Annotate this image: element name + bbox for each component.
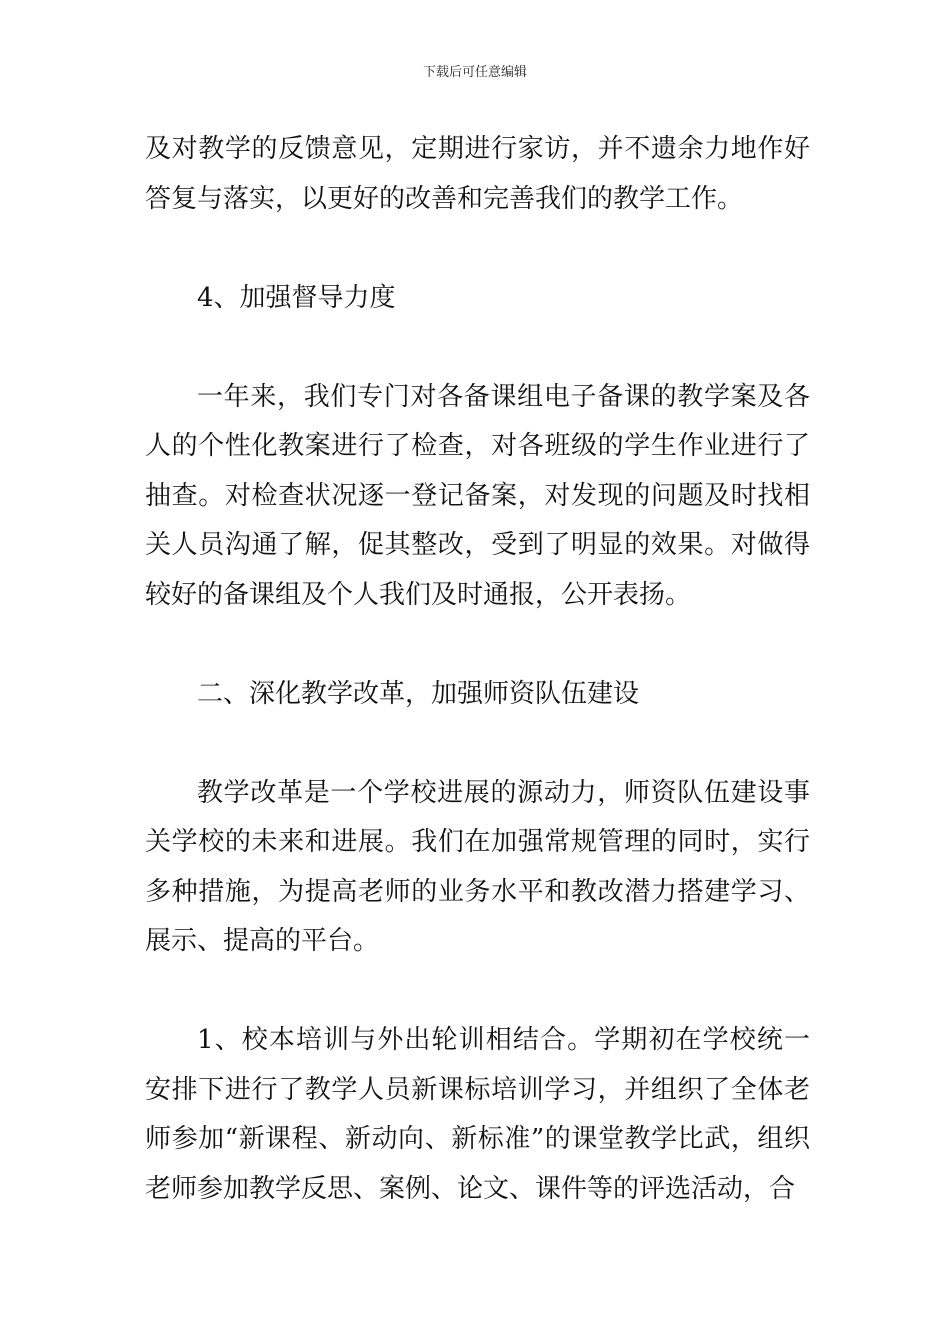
- section-heading-supervision: 4、加强督导力度: [197, 282, 396, 313]
- paragraph-reform: 教学改革是一个学校进展的源动力，师资队伍建设事关学校的未来和进展。我们在加强常规管理的同时，实行多种措施，为提高老师的业务水平和教改潜力搭建学习、展示、提高的平台。: [145, 777, 810, 956]
- page-header: 下载后可任意编辑: [422, 65, 527, 80]
- section-heading-reform: 二、深化教学改革，加强师资队伍建设: [197, 678, 640, 709]
- paragraph-inspection: 一年来，我们专门对各备课组电子备课的教学案及各人的个性化教案进行了检查，对各班级的学生作业进行了抽查。对检查状况逐一登记备案，对发现的问题及时找相关人员沟通了解，促其整改，受到了明显的效果。对做得较好的备课组及个人我们及时通报，公开表扬。: [145, 381, 810, 610]
- paragraph-continuation: 及对教学的反馈意见，定期进行家访，并不遗余力地作好答复与落实，以更好的改善和完善我们的教学工作。: [145, 134, 810, 214]
- paragraph-training: 1、校本培训与外出轮训相结合。学期初在学校统一安排下进行了教学人员新课标培训学习，并组织了全体老师参加“新课程、新动向、新标准”的课堂教学比武，组织老师参加教学反思、案例、论文、课件等的评选活动，合: [145, 1025, 810, 1204]
- document-body: [145, 125, 810, 1264]
